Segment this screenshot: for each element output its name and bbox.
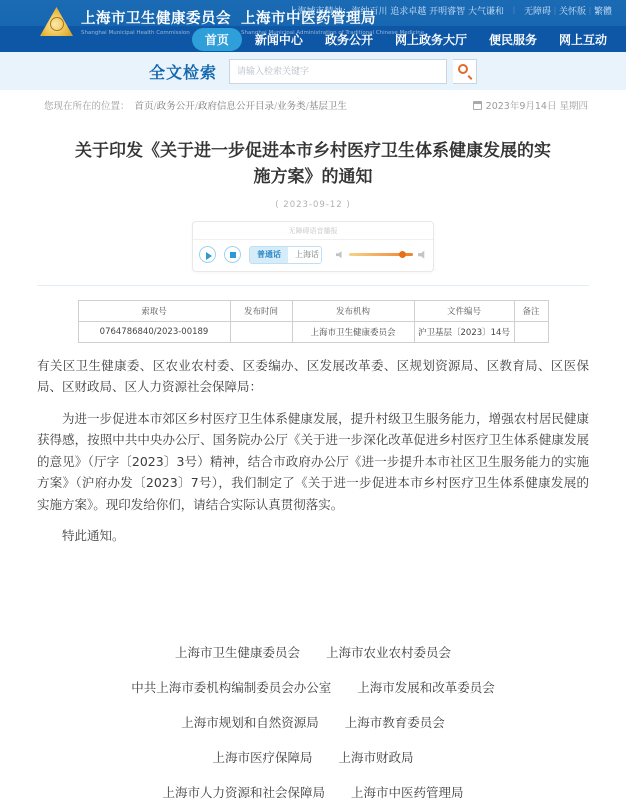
table-header-1: 发布时间 [230, 300, 292, 321]
calendar-icon [473, 101, 482, 110]
divider [37, 285, 589, 286]
table-header-0: 索取号 [78, 300, 230, 321]
player-caption: 无障碍语音播报 [193, 222, 433, 240]
player-controls [193, 240, 433, 271]
table-header-3: 文件编号 [414, 300, 514, 321]
table-cell-3: 沪卫基层〔2023〕14号 [414, 321, 514, 342]
signature-row-3 [37, 748, 589, 766]
paragraph-2: 特此通知。 [62, 528, 125, 544]
site-header [0, 0, 626, 52]
volume-high-icon [418, 250, 427, 259]
page-title: 关于印发《关于进一步促进本市乡村医疗卫生体系健康发展的实施方案》的通知 [75, 141, 551, 188]
nav-item-5[interactable]: 网上互动 [558, 32, 607, 47]
main-nav [192, 26, 616, 52]
play-icon [206, 252, 212, 260]
city-motto: 上海城市精神：海纳百川 追求卓越 开明睿智 大气谦和 [288, 7, 504, 17]
article [37, 138, 589, 801]
search-label: 全文检索 [148, 62, 217, 82]
breadcrumb-separator: / [153, 101, 157, 112]
org1-name: 上海市卫生健康委员会 [81, 11, 231, 27]
nav-item-3[interactable]: 网上政务大厅 [394, 32, 467, 47]
breadcrumb-item-3[interactable]: 业务类 [277, 101, 306, 112]
nav-item-4[interactable]: 便民服务 [488, 32, 537, 47]
divider: ｜ [585, 7, 594, 16]
signature-org-3-0: 上海市医疗保障局 [212, 749, 313, 765]
paragraph-0: 有关区卫生健康委、区农业农村委、区委编办、区发展改革委、区规划资源局、区教育局、区医保局、区财政局、区人力资源社会保障局： [37, 357, 589, 395]
signature-block [37, 643, 589, 801]
table-cell-0: 0764786840/2023-00189 [78, 321, 230, 342]
search-box [229, 59, 477, 84]
signature-org-0-0: 上海市卫生健康委员会 [174, 644, 300, 660]
breadcrumb [44, 98, 347, 112]
breadcrumb-item-1[interactable]: 政务公开 [156, 101, 195, 112]
volume-low-icon [336, 251, 344, 259]
table-cell-4 [514, 321, 548, 342]
nav-item-2[interactable]: 政务公开 [324, 32, 373, 47]
org1-name-en: Shanghai Municipal Health Commission [81, 30, 190, 36]
breadcrumb-links [135, 98, 347, 112]
table-cell-1 [230, 321, 292, 342]
breadcrumb-row [0, 90, 626, 118]
org2-name: 上海市中医药管理局 [241, 11, 376, 27]
table-header-row [78, 300, 548, 321]
publish-date: ( 2023-09-12 ) [275, 199, 351, 210]
volume-control [336, 250, 427, 259]
signature-org-0-1: 上海市农业农村委员会 [326, 644, 452, 660]
stop-icon [230, 252, 236, 258]
divider: ｜ [509, 6, 518, 15]
lang-option-1[interactable]: 上海话 [288, 247, 322, 263]
volume-slider[interactable] [349, 253, 413, 256]
signature-org-1-1: 上海市发展和改革委员会 [357, 679, 495, 695]
current-date: 2023年9月14日 星期四 [485, 101, 588, 112]
signature-org-4-1: 上海市中医药管理局 [351, 784, 464, 800]
document-info-table [78, 300, 549, 343]
search-icon [458, 64, 468, 74]
signature-org-1-0: 中共上海市委机构编制委员会办公室 [131, 679, 332, 695]
nav-item-0[interactable]: 首页 [192, 28, 242, 51]
play-button[interactable] [199, 246, 216, 263]
breadcrumb-item-4[interactable]: 基层卫生 [308, 101, 347, 112]
language-toggle [249, 246, 322, 264]
utility-link-0[interactable]: 无障碍 [523, 7, 551, 17]
org2-name-en: Shanghai Municipal Administration of Traditional Chinese Medicine [241, 30, 425, 36]
breadcrumb-item-2[interactable]: 政府信息公开目录 [197, 101, 274, 112]
search-input[interactable] [229, 59, 447, 84]
divider: ｜ [550, 7, 559, 16]
volume-thumb[interactable] [399, 251, 406, 258]
utility-link-2[interactable]: 繁體 [593, 7, 612, 17]
table-header-4: 备注 [514, 300, 548, 321]
signature-row-4 [37, 783, 589, 801]
signature-org-2-0: 上海市规划和自然资源局 [181, 714, 319, 730]
signature-row-1 [37, 678, 589, 696]
breadcrumb-separator: / [305, 101, 309, 112]
breadcrumb-item-0[interactable]: 首页 [134, 101, 154, 112]
signature-org-3-1: 上海市财政局 [338, 749, 414, 765]
signature-row-2 [37, 713, 589, 731]
utility-link-1[interactable]: 关怀版 [558, 7, 586, 17]
stop-button[interactable] [224, 246, 241, 263]
paragraph-1: 为进一步促进本市郊区乡村医疗卫生体系健康发展，提升村级卫生服务能力，增强农村居民健康获得感，按照中共中央办公厅、国务院办公厅《关于进一步深化改革促进乡村医疗卫生体系健康发展的意见》（厅字〔2023〕3号）精神，结合市政府办公厅《进一步提升本市社区卫生服务能力的实施方案》（沪府办发〔2023〕7号），我们制定了《关于进一步促进本市乡村医疗卫生体系健康发展的实施方案》。现印发给你们，请结合实际认真贯彻落实。 [37, 410, 589, 512]
breadcrumb-prefix: 您现在所在的位置： [44, 101, 130, 112]
breadcrumb-separator: / [194, 101, 198, 112]
table-header-2: 发布机构 [292, 300, 414, 321]
utility-links [524, 4, 612, 17]
signature-row-0 [37, 643, 589, 661]
document-body [37, 355, 589, 547]
signature-org-2-1: 上海市教育委员会 [344, 714, 445, 730]
nav-item-1[interactable]: 新闻中心 [254, 32, 303, 47]
search-button[interactable] [453, 59, 477, 84]
lang-option-0[interactable]: 普通话 [250, 247, 288, 263]
signature-org-4-0: 上海市人力资源和社会保障局 [162, 784, 325, 800]
table-cell-2: 上海市卫生健康委员会 [292, 321, 414, 342]
table-row [78, 321, 548, 342]
date-display [473, 98, 588, 112]
breadcrumb-separator: / [273, 101, 278, 112]
audio-player [192, 221, 434, 272]
emblem-icon [40, 7, 73, 36]
search-bar [0, 52, 626, 90]
